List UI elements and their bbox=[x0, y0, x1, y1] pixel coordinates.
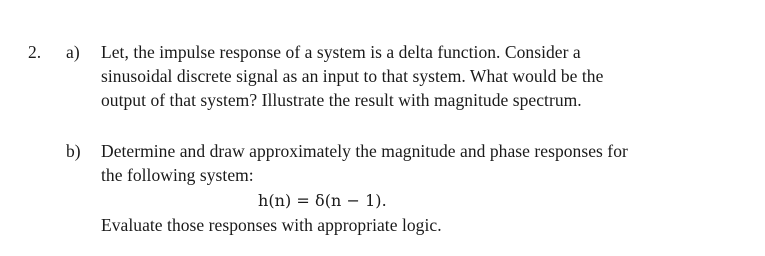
part-b-line-2: the following system: bbox=[101, 165, 254, 185]
part-a-label: a) bbox=[66, 42, 80, 62]
part-b-label: b) bbox=[66, 141, 81, 161]
part-b-closing-line: Evaluate those responses with appropriate logic. bbox=[101, 215, 442, 235]
part-a-line-1: Let, the impulse response of a system is a delta function. Consider a bbox=[101, 42, 581, 62]
part-a-line-3: output of that system? Illustrate the result with magnitude spectrum. bbox=[101, 90, 582, 110]
part-b-line-1: Determine and draw approximately the magnitude and phase responses for bbox=[101, 141, 628, 161]
impulse-response-equation: h(n) = δ(n − 1). bbox=[258, 191, 387, 210]
part-a-line-2: sinusoidal discrete signal as an input to that system. What would be the bbox=[101, 66, 604, 86]
question-number: 2. bbox=[28, 42, 42, 62]
